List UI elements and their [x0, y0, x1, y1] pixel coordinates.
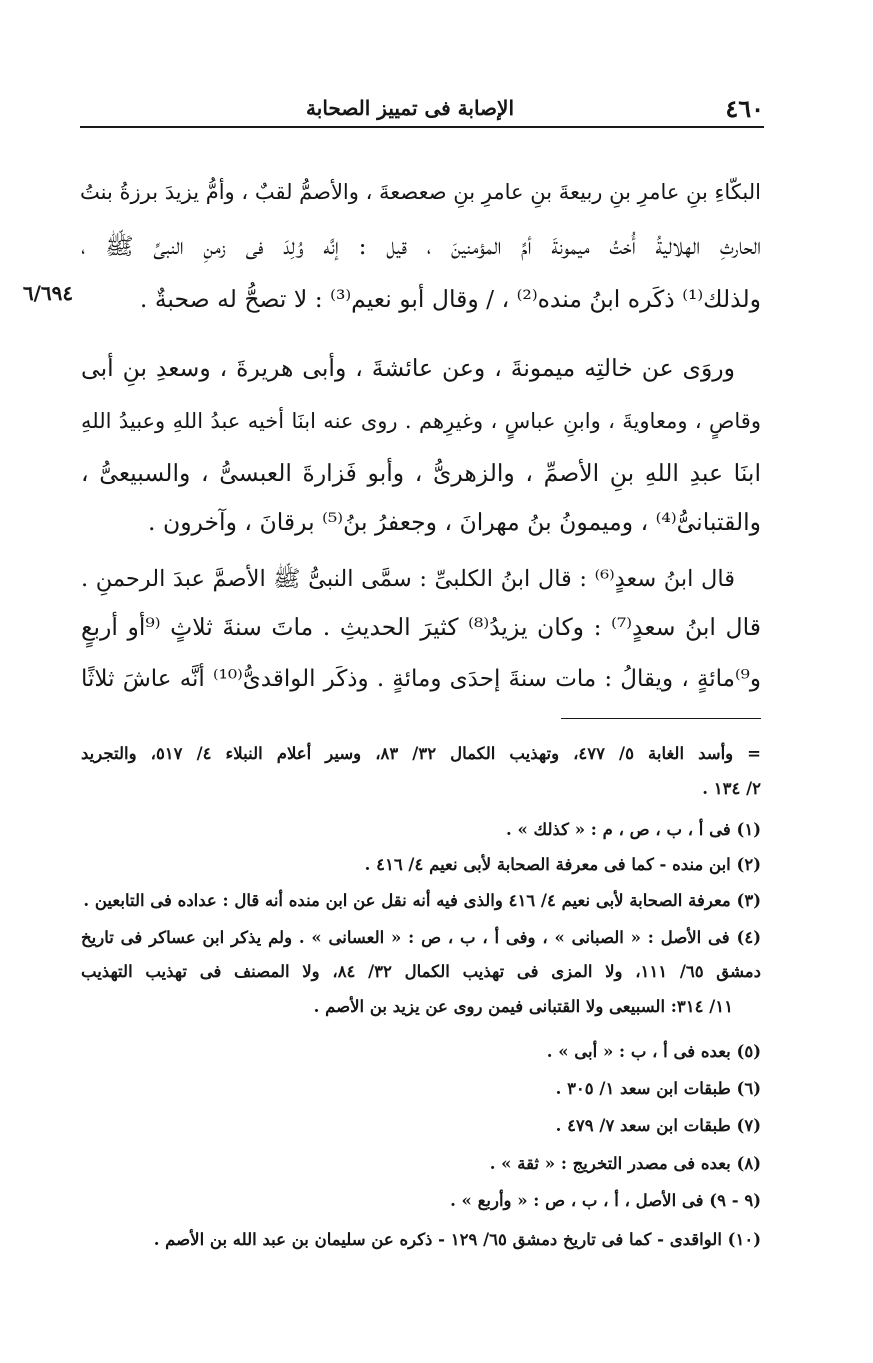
text-line: ابنَا عبدِ اللهِ بنِ الأصمِّ ، والزهرىُّ ، وأبو فَزارةَ العبسىُّ ، والسبيعىُّ ،: [81, 459, 761, 487]
page-number: ٤٦٠: [725, 94, 764, 123]
text-line: قال ابنُ سعدٍ⁽⁷⁾ : وكان يزيدُ⁽⁸⁾ كثيرَ الحديثِ . ماتَ سنةَ ثلاثٍ ⁽⁹أو أربعٍ: [81, 613, 761, 641]
footnote: = وأسد الغابة ٥/ ٤٧٧، وتهذيب الكمال ٣٢/ ٨٣، وسير أعلام النبلاء ٤/ ٥١٧، والتجريد: [81, 744, 761, 763]
text-line: الحارثِ الهلاليةُ أُختُ ميمونةَ أمِّ المؤمنينَ ، قيل : إنَّه وُلِدَ فى زمنِ النبىِّ ﷺ ،: [81, 232, 761, 260]
footnote-separator: [561, 718, 761, 719]
running-title: الإصابة فى تمييز الصحابة: [306, 96, 514, 120]
text-line: وروَى عن خالتِه ميمونةَ ، وعن عائشةَ ، وأبى هريرةَ ، وسعدِ بنِ أبى: [81, 354, 735, 382]
footnote: (٧) طبقات ابن سعد ٧/ ٤٧٩ .: [555, 1116, 761, 1135]
footnote: (١) فى أ ، ب ، ص ، م : « كذلك » .: [506, 820, 761, 839]
footnote: ٢/ ١٣٤ .: [702, 779, 761, 798]
footnote: (٩ - ٩) فى الأصل ، أ ، ب ، ص : « وأربع » .: [450, 1191, 761, 1210]
footnote: (٤) فى الأصل : « الصبانى » ، وفى أ ، ب ، ص : « العسانى » . ولم يذكر ابن عساكر فى تاريخ: [81, 928, 761, 947]
text-line: ولذلك⁽¹⁾ ذكَره ابنُ منده⁽²⁾ ، / وقال أبو نعيم⁽³⁾ : لا تصحُّ له صحبةٌ .: [139, 285, 761, 313]
text-line: البكّاءِ بنِ عامرِ بنِ ربيعةَ بنِ عامرِ بنِ صعصعةَ ، والأصمُّ لقبٌ ، وأمُّ يزيدَ برزةُ بنتُ: [80, 180, 761, 204]
text-line: والقتبانىُّ⁽⁴⁾ ، وميمونُ بنُ مهرانَ ، وجعفرُ بنُ⁽⁵⁾ برقانَ ، وآخرون .: [148, 508, 761, 536]
footnote: (٢) ابن منده - كما فى معرفة الصحابة لأبى نعيم ٤/ ٤١٦ .: [364, 855, 761, 874]
footnote: (٨) بعده فى مصدر التخريج : « ثقة » .: [489, 1154, 761, 1173]
page-header: [80, 86, 764, 128]
margin-reference: ٦/٦٩٤: [22, 281, 74, 305]
footnote: (٣) معرفة الصحابة لأبى نعيم ٤/ ٤١٦ والذى فيه أنه نقل عن ابن منده أنه قال : عداده فى التابعين .: [83, 891, 761, 910]
text-line: قال ابنُ سعدٍ⁽⁶⁾ : قال ابنُ الكلبىِّ : سمَّى النبىُّ ﷺ الأصمَّ عبدَ الرحمنِ .: [81, 566, 735, 592]
text-line: وقاصٍ ، ومعاويةَ ، وابنِ عباسٍ ، وغيرِهم . روى عنه ابنَا أخيه عبدُ اللهِ وعبيدُ اللهِ: [81, 409, 761, 433]
footnote: (٥) بعده فى أ ، ب : « أبى » .: [546, 1042, 761, 1061]
footnote: (١٠) الواقدى - كما فى تاريخ دمشق ٦٥/ ١٢٩ - ذكره عن سليمان بن عبد الله بن الأصم .: [153, 1230, 761, 1249]
footnote: (٦) طبقات ابن سعد ١/ ٣٠٥ .: [555, 1079, 761, 1098]
footnote: دمشق ٦٥/ ١١١، ولا المزى فى تهذيب الكمال ٣٢/ ٨٤، ولا المصنف فى تهذيب التهذيب: [81, 962, 761, 981]
text-line: و⁹⁾مائةٍ ، ويقالُ : مات سنةَ إحدَى ومائةٍ . وذكَر الواقدىُّ⁽¹⁰⁾ أنَّه عاشَ ثلاثًا: [81, 666, 761, 692]
footnote: ١١/ ٣١٤: السبيعى ولا القتبانى فيمن روى عن يزيد بن الأصم .: [313, 997, 733, 1016]
